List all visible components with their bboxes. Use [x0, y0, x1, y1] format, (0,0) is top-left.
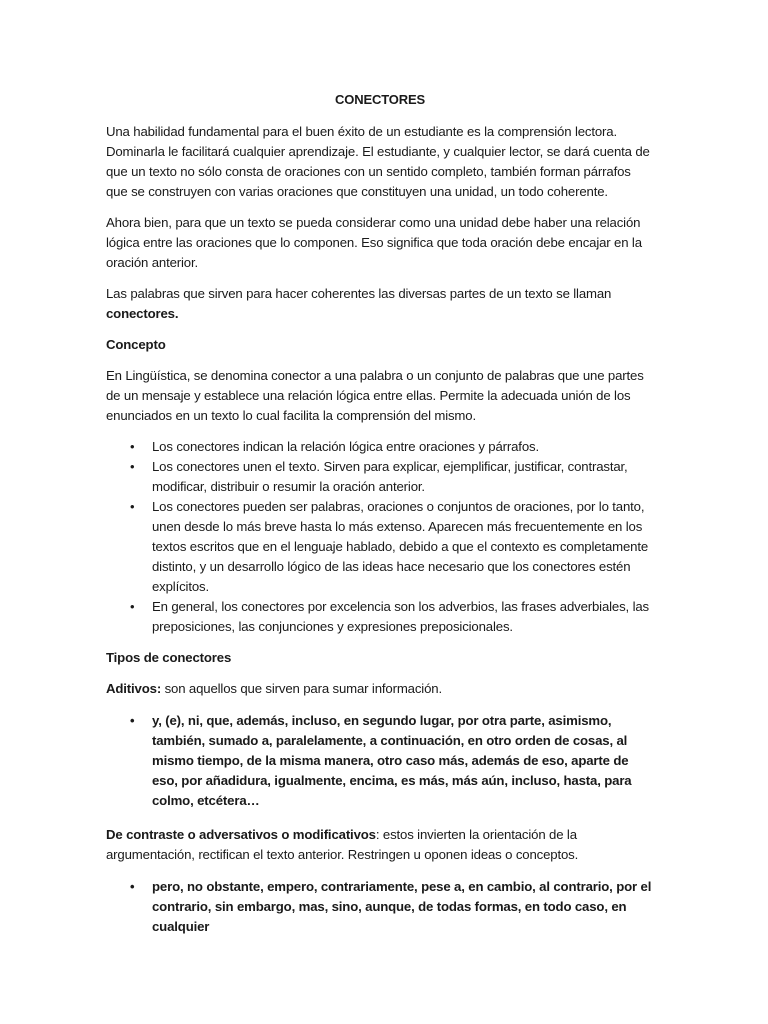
document-title: CONECTORES [335, 92, 425, 107]
list-item: • En general, los conectores por excelencia son los adverbios, las frases adverbiales, las preposiciones, las conjunciones y expresiones preposicionales. [106, 597, 654, 637]
tipos-heading: Tipos de conectores [106, 650, 232, 665]
concepto-bullet-list [106, 437, 654, 637]
contraste-paragraph [106, 825, 654, 865]
intro-paragraph-3-text: Las palabras que sirven para hacer coherentes las diversas partes de un texto se llaman [106, 286, 612, 301]
list-item: • pero, no obstante, empero, contrariamente, pese a, en cambio, al contrario, por el contrario, sin embargo, mas, sino, aunque, de todas formas, en todo caso, en cualquier [106, 877, 654, 937]
aditivos-paragraph [106, 679, 654, 699]
concepto-paragraph: En Lingüística, se denomina conector a una palabra o un conjunto de palabras que une partes de un mensaje y establece una relación lógica entre ellas. Permite la adecuada unión de los enunciados en un texto lo cual facilita la comprensión del mismo. [106, 368, 644, 423]
intro-paragraph-1: Una habilidad fundamental para el buen éxito de un estudiante es la comprensión lectora. Dominarla le facilitará cualquier aprendizaje. El estudiante, y cualquier lector, se dará cuenta de que un texto no sólo consta de oraciones con un sentido completo, también forman párrafos que se construyen con varias oraciones que constituyen una unidad, un todo coherente. [106, 124, 650, 199]
intro-paragraph-3-bold: conectores. [106, 306, 179, 321]
list-item: • Los conectores indican la relación lógica entre oraciones y párrafos. [106, 437, 654, 457]
intro-paragraph-2: Ahora bien, para que un texto se pueda considerar como una unidad debe haber una relación lógica entre las oraciones que lo componen. Eso significa que toda oración debe encajar en la oración anterior. [106, 215, 642, 270]
aditivos-text: son aquellos que sirven para sumar información. [161, 681, 442, 696]
concepto-heading: Concepto [106, 337, 166, 352]
document-page [106, 90, 654, 951]
contraste-text: : estos invierten la orientación de la argumentación, rectifican el texto anterior. Restringen u oponen ideas o conceptos. [106, 827, 579, 862]
aditivos-label: Aditivos: [106, 681, 162, 696]
aditivos-list [106, 711, 654, 811]
contraste-label: De contraste o adversativos o modificativos [106, 827, 376, 842]
intro-paragraph-3 [106, 284, 654, 324]
contraste-list [106, 877, 654, 937]
list-item: • Los conectores unen el texto. Sirven para explicar, ejemplificar, justificar, contrastar, modificar, distribuir o resumir la oración anterior. [106, 457, 654, 497]
list-item: • Los conectores pueden ser palabras, oraciones o conjuntos de oraciones, por lo tanto, unen desde lo más breve hasta lo más extenso. Aparecen más frecuentemente en los textos escritos que en el lenguaje hablado, debido a que el contexto es completamente distinto, y un desarrollo lógico de las ideas hace necesario que los conectores estén explícitos. [106, 497, 654, 597]
list-item: • y, (e), ni, que, además, incluso, en segundo lugar, por otra parte, asimismo, también, sumado a, paralelamente, a continuación, en otro orden de cosas, al mismo tiempo, de la misma manera, otro caso más, además de eso, aparte de eso, por añadidura, igualmente, encima, es más, más aún, incluso, hasta, para colmo, etcétera… [106, 711, 654, 811]
